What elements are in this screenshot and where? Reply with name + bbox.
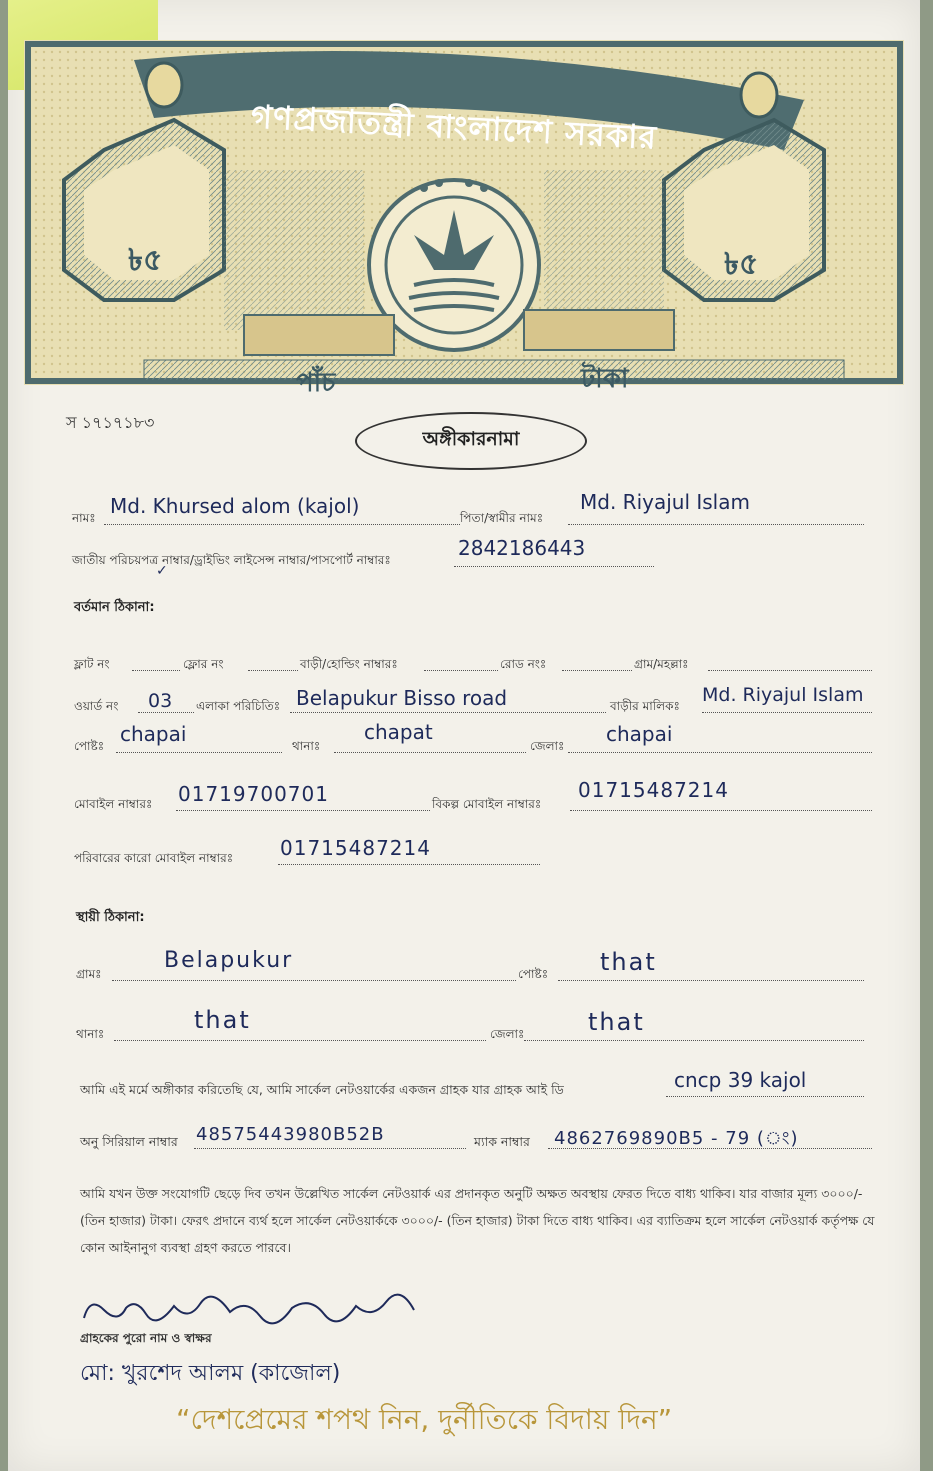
handwritten-name: মো: খুরশেদ আলম (কাজোল) <box>80 1361 341 1386</box>
slogan: “দেশপ্রেমের শপথ নিন, দুর্নীতিকে বিদায় দিন” <box>176 1403 673 1436</box>
road-line <box>562 670 632 671</box>
road-label: রোড নংঃ <box>500 657 547 671</box>
owner-value: Md. Riyajul Islam <box>702 684 864 706</box>
owner-label: বাড়ীর মালিকঃ <box>610 699 680 713</box>
revenue-stamp <box>24 40 904 398</box>
post-label: পোষ্টঃ <box>74 739 105 753</box>
customer-id-value: cncp 39 kajol <box>674 1068 807 1092</box>
district-label: জেলাঃ <box>530 739 565 753</box>
village-mohalla-label: গ্রাম/মহল্লাঃ <box>634 657 689 671</box>
perm-thana-value: that <box>194 1006 251 1034</box>
father-value: Md. Riyajul Islam <box>580 490 750 514</box>
perm-village-label: গ্রামঃ <box>76 967 102 981</box>
perm-district-line <box>524 1040 864 1041</box>
terms-paragraph: আমি যখন উক্ত সংযোগটি ছেড়ে দিব তখন উল্লেখিত সার্কেল নেটওয়ার্ক এর প্রদানকৃত অনুটি অক্ষত অবস্থায় ফেরত দিতে বাধ্য থাকিব। যার বাজার মূল্য ৩০০০/- (তিন হাজার) টাকা। ফেরৎ প্রদানে ব্যর্থ হলে সার্কেল নেটওয়ার্ককে ৩০০০/- (তিন হাজার) টাকা দিতে বাধ্য থাকিব। এর ব্যাতিক্রম হলে সার্কেল নেটওয়ার্ক কর্তৃপক্ষ যে কোন আইনানুগ ব্যবস্থা গ্রহণ করতে পারবে। <box>80 1186 875 1255</box>
district-line <box>568 752 872 753</box>
perm-district-label: জেলাঃ <box>490 1027 525 1041</box>
thana-line <box>334 752 526 753</box>
permanent-address-title: স্থায়ী ঠিকানা: <box>76 910 145 925</box>
document-title-oval <box>355 412 587 470</box>
perm-village-value: Belapukur <box>164 948 294 973</box>
area-label: এলাকা পরিচিতিঃ <box>196 699 281 713</box>
nid-line <box>454 566 654 567</box>
onu-serial-line <box>194 1148 466 1149</box>
customer-signature <box>80 1292 420 1333</box>
father-line <box>568 524 864 525</box>
nid-value: 2842186443 <box>458 536 586 560</box>
family-mobile-value: 01715487214 <box>280 836 431 860</box>
mac-label: ম্যাক নাম্বার <box>474 1134 530 1149</box>
present-address-title: বর্তমান ঠিকানা: <box>74 600 155 615</box>
area-line <box>290 712 606 713</box>
stamp-value-left: ৳৫ <box>128 243 163 278</box>
house-line <box>424 670 498 671</box>
thana-label: থানাঃ <box>292 739 321 753</box>
stamp-artwork <box>24 40 904 385</box>
owner-line <box>702 712 872 713</box>
alt-mobile-line <box>570 810 872 811</box>
signature-caption: গ্রাহকের পুরো নাম ও স্বাক্ষর <box>80 1331 212 1345</box>
stamp-value-right: ৳৫ <box>724 247 759 282</box>
house-label: বাড়ী/হোল্ডিং নাম্বারঃ <box>300 657 398 671</box>
mobile-line <box>176 810 430 811</box>
floor-label: ফ্লোর নং <box>183 657 224 671</box>
ward-value: 03 <box>148 690 173 712</box>
alt-mobile-value: 01715487214 <box>578 778 729 802</box>
stamp-word-right: টাকা <box>581 364 629 394</box>
customer-id-line <box>666 1096 864 1097</box>
ward-line <box>138 712 194 713</box>
mac-value: 4862769890B5 - 79 (ং) <box>554 1128 799 1149</box>
flat-line <box>132 670 180 671</box>
signature-scribble <box>80 1292 420 1328</box>
district-value: chapai <box>606 722 673 746</box>
ward-label: ওয়ার্ড নং <box>74 699 119 713</box>
post-value: chapai <box>120 722 187 746</box>
nid-label: জাতীয় পরিচয়পত্র নাম্বার/ড্রাইভিং লাইসেন্স নাম্বার/পাসপোর্ট নাম্বারঃ <box>72 553 391 567</box>
perm-district-value: that <box>588 1008 645 1036</box>
onu-serial-label: অনু সিরিয়াল নাম্বার <box>80 1134 178 1149</box>
post-line <box>116 752 282 753</box>
perm-post-value: that <box>600 948 657 976</box>
serial-number: স ১৭১৭১৮৩ <box>66 413 155 432</box>
check-mark-icon: ✓ <box>156 563 168 579</box>
name-value: Md. Khursed alom (kajol) <box>110 494 360 518</box>
mobile-label: মোবাইল নাম্বারঃ <box>74 797 153 811</box>
document-title: অঙ্গীকারনামা <box>422 428 520 450</box>
thana-value: chapat <box>364 720 433 744</box>
perm-village-line <box>112 980 516 981</box>
alt-mobile-label: বিকল্প মোবাইল নাম্বারঃ <box>432 797 542 811</box>
floor-line <box>248 670 298 671</box>
family-mobile-label: পরিবারের কারো মোবাইল নাম্বারঃ <box>74 851 234 865</box>
stamp-title: গণপ্রজাতন্ত্রী বাংলাদেশ সরকার <box>250 97 659 157</box>
stamp-paper <box>8 0 920 1471</box>
name-line <box>104 524 460 525</box>
family-mobile-line <box>278 864 540 865</box>
stamp-word-left: পাঁচ <box>296 368 336 398</box>
perm-thana-line <box>114 1040 486 1041</box>
father-label: পিতা/স্বামীর নামঃ <box>460 511 544 525</box>
pledge-text: আমি এই মর্মে অঙ্গীকার করিতেছি যে, আমি সার্কেল নেটওয়ার্কের একজন গ্রাহক যার গ্রাহক আই ডি <box>80 1082 564 1097</box>
flat-label: ফ্লাট নং <box>74 657 110 671</box>
mobile-value: 01719700701 <box>178 782 329 806</box>
onu-serial-value: 48575443980B52B <box>196 1124 385 1145</box>
perm-thana-label: থানাঃ <box>76 1027 105 1041</box>
perm-post-label: পোষ্টঃ <box>518 967 549 981</box>
area-value: Belapukur Bisso road <box>296 686 508 710</box>
perm-post-line <box>558 980 864 981</box>
village-mohalla-line <box>708 670 872 671</box>
name-label: নামঃ <box>72 511 96 525</box>
